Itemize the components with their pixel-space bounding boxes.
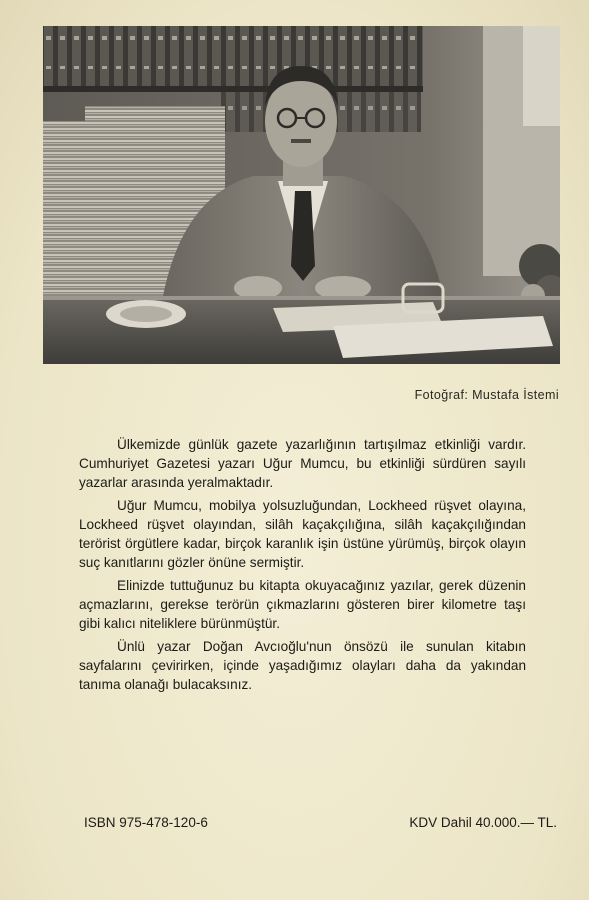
blurb-paragraph: Ülkemizde günlük gazete yazarlığının tartışılmaz etkinliği vardır. Cumhuriyet Gazetesi yazarı Uğur Mumcu, bu etkinliği sürdüren sayılı yazarlar arasında yeralmaktadır. bbox=[79, 437, 526, 490]
author-photo-illustration bbox=[43, 26, 560, 364]
photo-credit: Fotoğraf: Mustafa İstemi bbox=[414, 388, 559, 402]
footer bbox=[84, 815, 557, 830]
price: KDV Dahil 40.000.— TL. bbox=[409, 815, 557, 830]
author-photo bbox=[43, 26, 560, 364]
blurb-paragraph: Uğur Mumcu, mobilya yolsuzluğundan, Lockheed rüşvet olayına, Lockheed rüşvet olayından, silâh kaçakçılığına, silâh kaçakçılığından terörist örgütlere kadar, birçok karanlık işin üstüne yürümüş, birçok olayın suç kanıtlarını gözler önüne sermiştir. bbox=[79, 498, 526, 570]
blurb-text bbox=[79, 435, 526, 698]
blurb-paragraph: Elinizde tuttuğunuz bu kitapta okuyacağınız yazılar, gerek düzenin açmazlarını, gerekse terörün çıkmazlarını gösteren birer kilometre taşı gibi kalıcı niteliklere bürünmüştür. bbox=[79, 578, 526, 631]
isbn: ISBN 975-478-120-6 bbox=[84, 815, 208, 830]
blurb-paragraph: Ünlü yazar Doğan Avcıoğlu'nun önsözü ile sunulan kitabın sayfalarını çevirirken, içinde yaşadığımız olayları daha da yakından tanıma olanağı bulacaksınız. bbox=[79, 639, 526, 692]
